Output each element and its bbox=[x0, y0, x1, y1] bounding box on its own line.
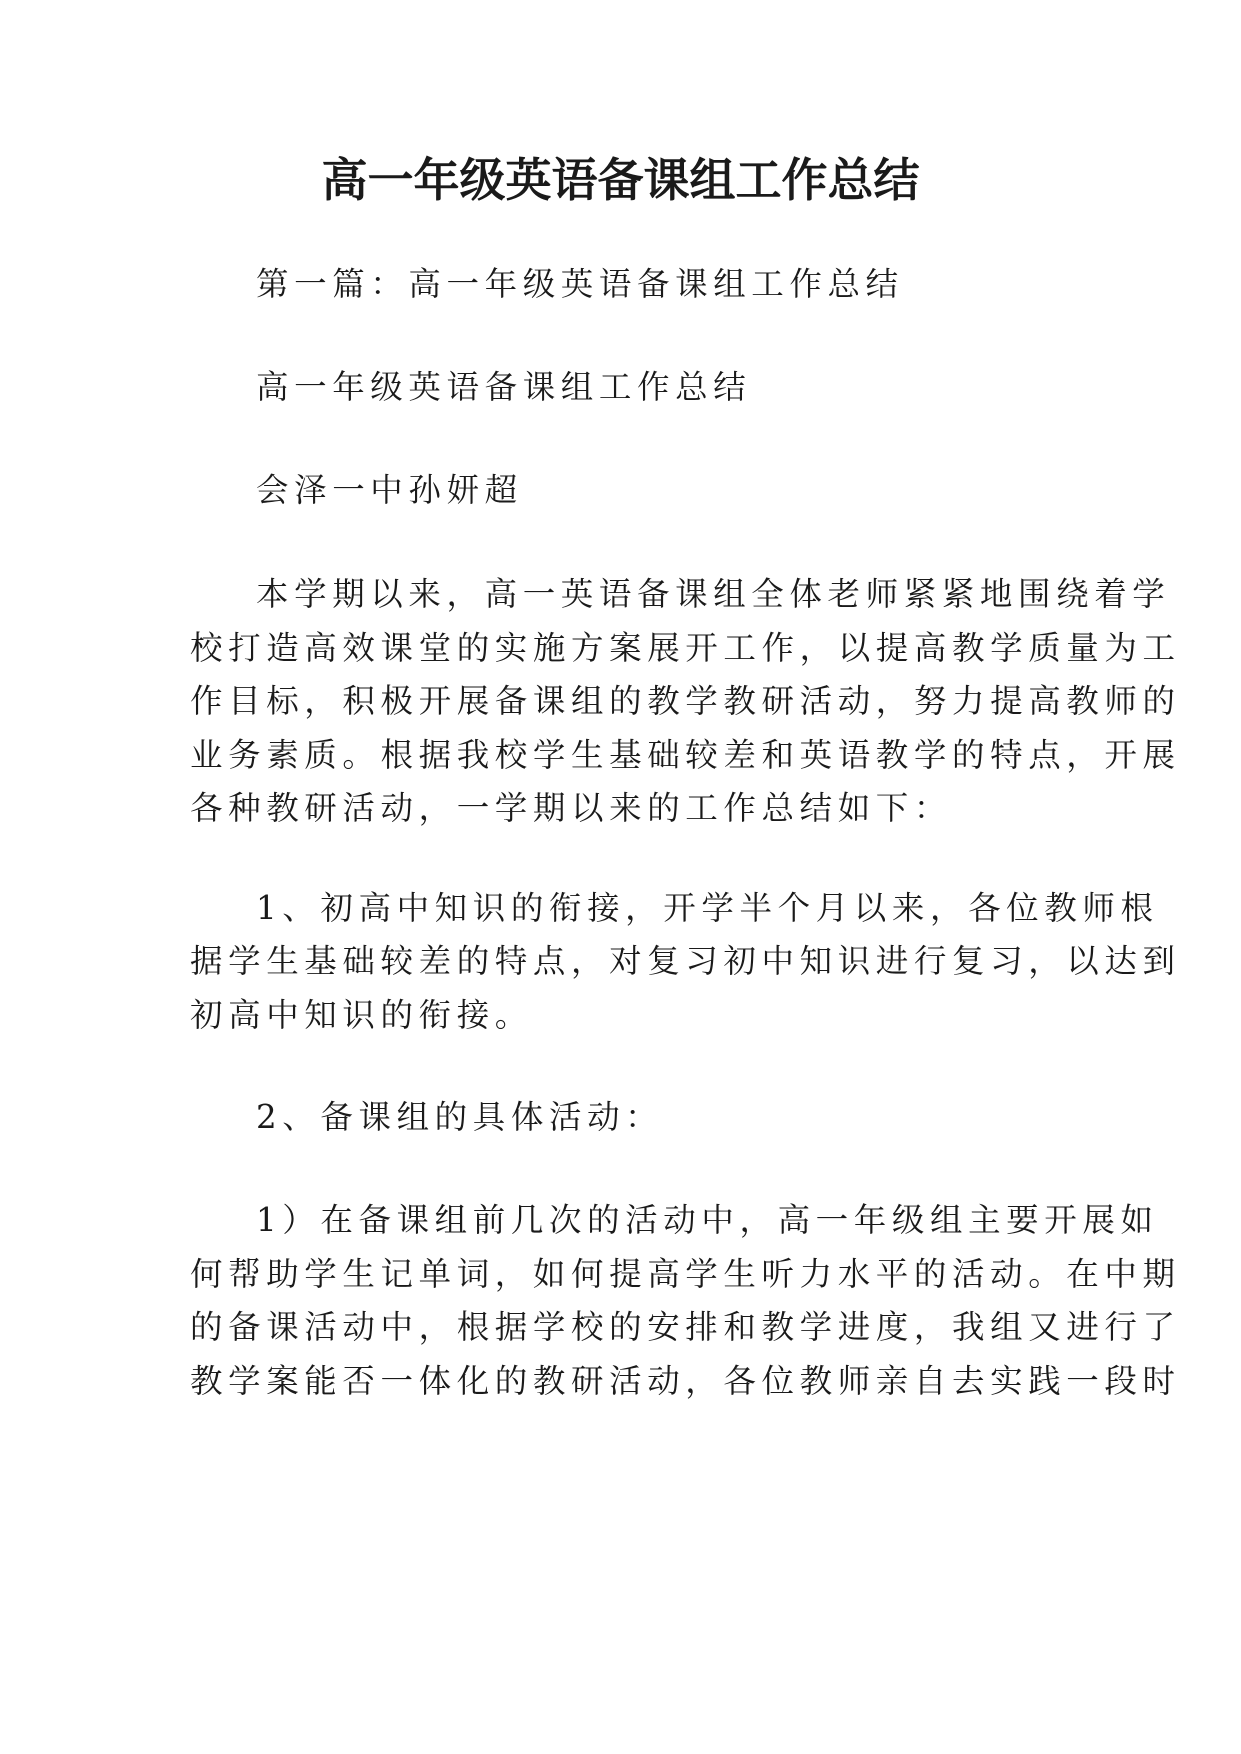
paragraph-line: 据学生基础较差的特点，对复习初中知识进行复习，以达到 bbox=[190, 942, 1181, 980]
paragraph-line: 业务素质。根据我校学生基础较差和英语教学的特点，开展 bbox=[190, 736, 1181, 774]
paragraph-line: 初高中知识的衔接。 bbox=[190, 996, 533, 1034]
section-heading: 第一篇：高一年级英语备课组工作总结 bbox=[256, 265, 904, 303]
paragraph-line: 何帮助学生记单词，如何提高学生听力水平的活动。在中期 bbox=[190, 1255, 1181, 1293]
paragraph-line: 2、备课组的具体活动： bbox=[256, 1098, 664, 1136]
paragraph-line: 的备课活动中，根据学校的安排和教学进度，我组又进行了 bbox=[190, 1308, 1181, 1346]
paragraph-line: 教学案能否一体化的教研活动，各位教师亲自去实践一段时 bbox=[190, 1362, 1181, 1400]
paragraph-line: 校打造高效课堂的实施方案展开工作，以提高教学质量为工 bbox=[190, 629, 1181, 667]
paragraph-line: 各种教研活动，一学期以来的工作总结如下： bbox=[190, 789, 953, 827]
document-title: 高一年级英语备课组工作总结 bbox=[321, 153, 920, 207]
paragraph-line: 作目标，积极开展备课组的教学教研活动，努力提高教师的 bbox=[190, 682, 1181, 720]
paragraph-line: 1、初高中知识的衔接，开学半个月以来，各位教师根 bbox=[256, 889, 1159, 927]
paragraph-line: 1）在备课组前几次的活动中，高一年级组主要开展如 bbox=[256, 1201, 1159, 1239]
subtitle: 高一年级英语备课组工作总结 bbox=[256, 368, 752, 406]
paragraph-line: 本学期以来，高一英语备课组全体老师紧紧地围绕着学 bbox=[256, 575, 1171, 613]
author-line: 会泽一中孙妍超 bbox=[256, 471, 523, 509]
